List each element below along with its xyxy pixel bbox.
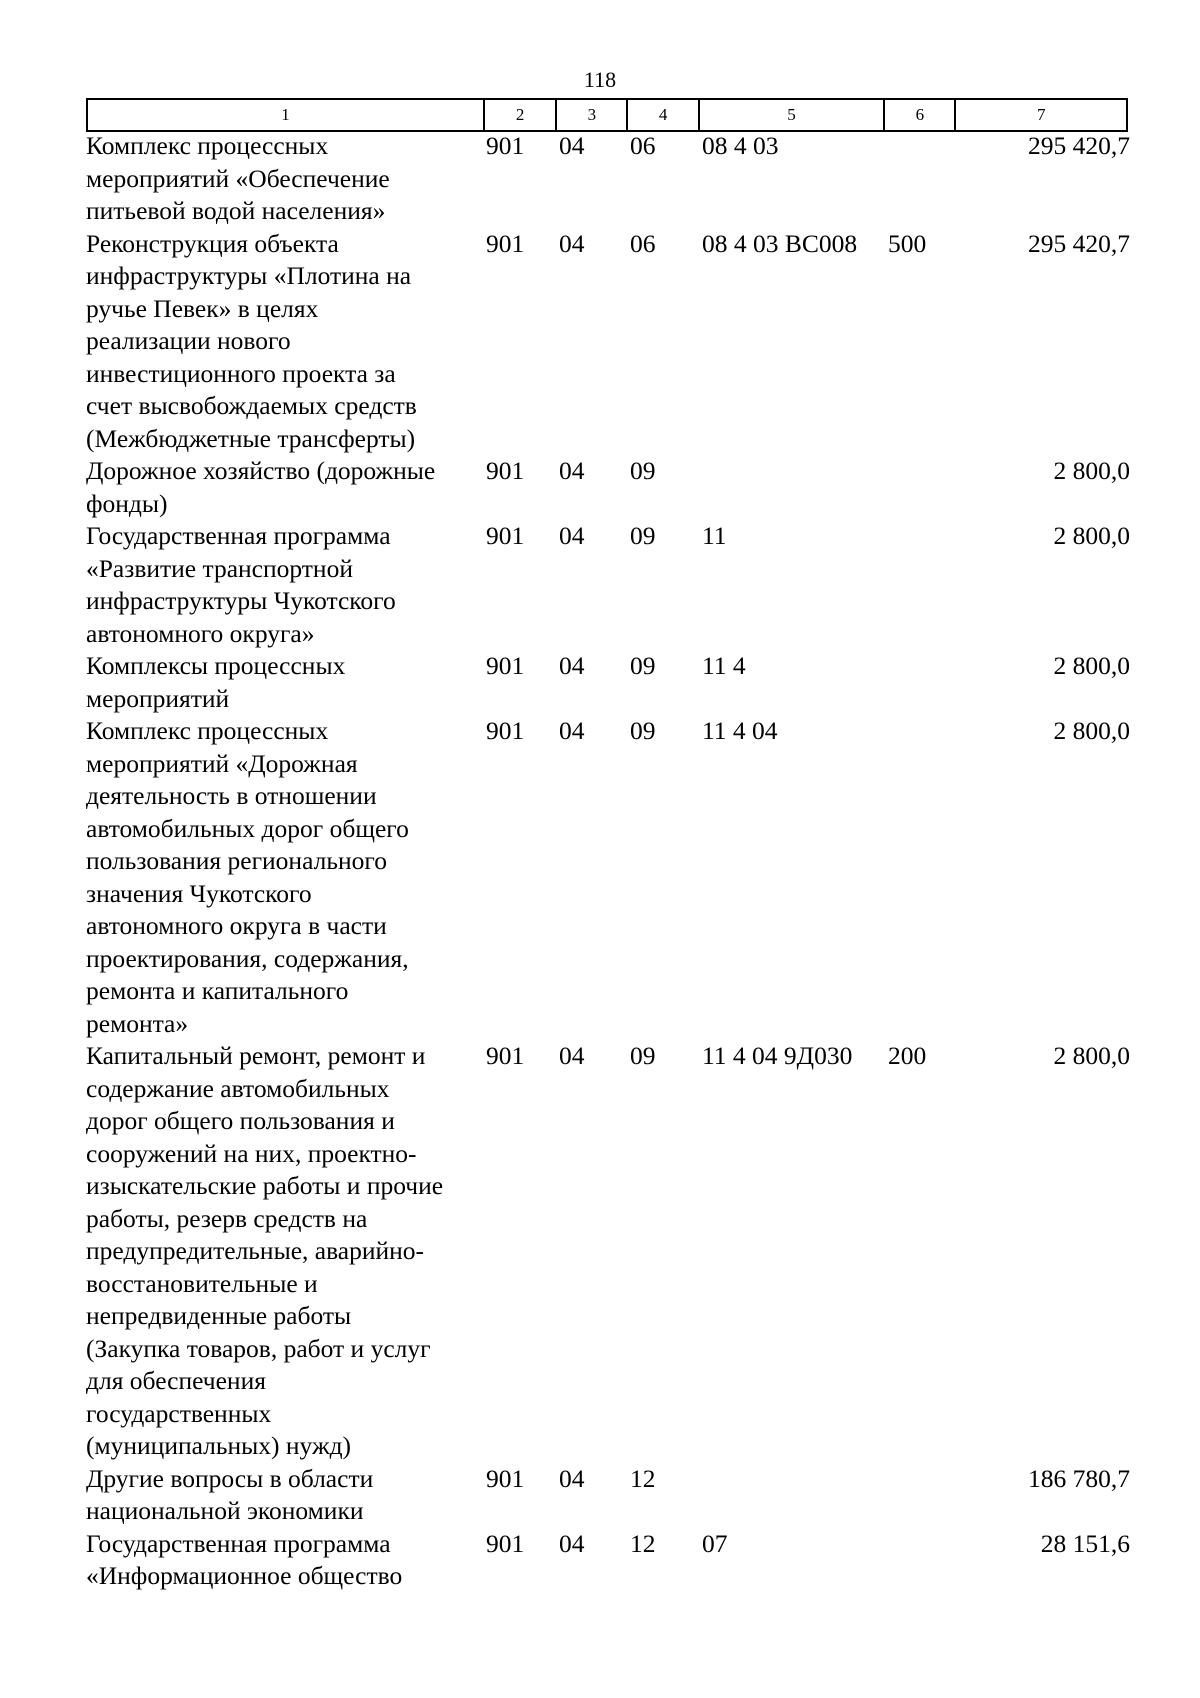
expense-type-code xyxy=(888,130,960,228)
section-code: 04 xyxy=(559,456,585,485)
budget-item-name: Комплекс процессных мероприятий «Дорожная деятельность в отношении автомобильных дорог общего пользования регионального значения Чукотского автономного округа в части проектирования, содержания, ремонта и капитального ремонта» xyxy=(86,716,409,1038)
expense-type-code xyxy=(888,1463,960,1528)
amount: 295 420,7 xyxy=(1028,131,1130,160)
ministry-code: 901 xyxy=(486,228,525,258)
budget-item-name: Реконструкция объекта инфраструктуры «Плотина на ручье Певек» в целях реализации нового инвестиционного проекта за счет высвобождаемых средств (Межбюджетные трансферты) xyxy=(86,228,417,453)
subsection-code: 12 xyxy=(630,1528,656,1558)
ministry-code: 901 xyxy=(486,521,525,550)
target-article-code: 11 4 04 9Д030 xyxy=(702,1041,853,1070)
budget-item-name: Комплексы процессных мероприятий xyxy=(86,651,346,713)
table-row xyxy=(86,650,1130,715)
amount: 2 800,0 xyxy=(1053,1041,1130,1070)
column-header-7: 7 xyxy=(955,99,1127,131)
amount: 295 420,7 xyxy=(1028,228,1130,258)
table-row xyxy=(86,228,1130,456)
expense-type-code xyxy=(888,650,960,715)
subsection-code: 09 xyxy=(630,651,656,680)
amount: 2 800,0 xyxy=(1053,456,1130,485)
table-row xyxy=(86,1040,1130,1463)
ministry-code: 901 xyxy=(486,1463,525,1493)
expense-type-code xyxy=(888,455,960,520)
amount: 2 800,0 xyxy=(1053,716,1130,745)
section-code: 04 xyxy=(559,228,585,258)
target-article-code: 08 4 03 ВС008 xyxy=(702,228,858,258)
table-row xyxy=(86,715,1130,1040)
amount: 2 800,0 xyxy=(1053,651,1130,680)
target-article-code: 07 xyxy=(702,1528,728,1558)
table-row xyxy=(86,1528,1130,1593)
section-code: 04 xyxy=(559,1463,585,1493)
subsection-code: 09 xyxy=(630,521,656,550)
ministry-code: 901 xyxy=(486,1528,525,1558)
budget-item-name: Другие вопросы в области национальной экономики xyxy=(86,1463,374,1525)
subsection-code: 09 xyxy=(630,456,656,485)
expense-type-code xyxy=(888,715,960,1040)
section-code: 04 xyxy=(559,1528,585,1558)
table-row xyxy=(86,520,1130,650)
ministry-code: 901 xyxy=(486,456,525,485)
target-article-code: 11 4 xyxy=(702,651,746,680)
column-header-table xyxy=(86,98,1128,132)
column-header-6: 6 xyxy=(884,99,955,131)
subsection-code: 09 xyxy=(630,1041,656,1070)
expense-type-code xyxy=(888,1528,960,1593)
column-header-2: 2 xyxy=(484,99,556,131)
column-header-row xyxy=(87,99,1127,131)
table-row xyxy=(86,130,1130,228)
target-article-code xyxy=(702,455,888,520)
budget-item-name: Капитальный ремонт, ремонт и содержание автомобильных дорог общего пользования и сооружений на них, проектно- изыскательские работы и прочие работы, резерв средств на предупредительные, аварийно- восстановительные и непредвиденные работы (Закупка товаров, работ и услуг для обеспечения государственных (муниципальных) нужд) xyxy=(86,1041,444,1460)
expense-type-code: 200 xyxy=(888,1041,927,1070)
column-header-5: 5 xyxy=(699,99,885,131)
subsection-code: 09 xyxy=(630,716,656,745)
ministry-code: 901 xyxy=(486,131,525,160)
section-code: 04 xyxy=(559,651,585,680)
expense-type-code: 500 xyxy=(888,228,927,258)
subsection-code: 12 xyxy=(630,1463,656,1493)
expense-type-code xyxy=(888,520,960,650)
ministry-code: 901 xyxy=(486,1041,525,1070)
ministry-code: 901 xyxy=(486,651,525,680)
budget-item-name: Государственная программа «Информационное общество xyxy=(86,1528,403,1590)
section-code: 04 xyxy=(559,131,585,160)
target-article-code xyxy=(702,1463,888,1528)
section-code: 04 xyxy=(559,716,585,745)
target-article-code: 08 4 03 xyxy=(702,131,779,160)
budget-item-name: Дорожное хозяйство (дорожные фонды) xyxy=(86,456,436,518)
amount: 28 151,6 xyxy=(1040,1528,1130,1558)
budget-table xyxy=(86,130,1130,1593)
amount: 2 800,0 xyxy=(1053,521,1130,550)
amount: 186 780,7 xyxy=(1028,1463,1130,1493)
column-header-3: 3 xyxy=(556,99,627,131)
target-article-code: 11 xyxy=(702,521,727,550)
page-number: 118 xyxy=(583,67,617,92)
target-article-code: 11 4 04 xyxy=(702,716,778,745)
subsection-code: 06 xyxy=(630,228,656,258)
budget-item-name: Государственная программа «Развитие транспортной инфраструктуры Чукотского автономного округа» xyxy=(86,521,396,648)
table-row xyxy=(86,455,1130,520)
ministry-code: 901 xyxy=(486,716,525,745)
section-code: 04 xyxy=(559,1041,585,1070)
column-header-4: 4 xyxy=(627,99,698,131)
budget-item-name: Комплекс процессных мероприятий «Обеспечение питьевой водой населения» xyxy=(86,131,390,225)
section-code: 04 xyxy=(559,521,585,550)
table-row xyxy=(86,1463,1130,1528)
column-header-1: 1 xyxy=(87,99,484,131)
subsection-code: 06 xyxy=(630,131,656,160)
